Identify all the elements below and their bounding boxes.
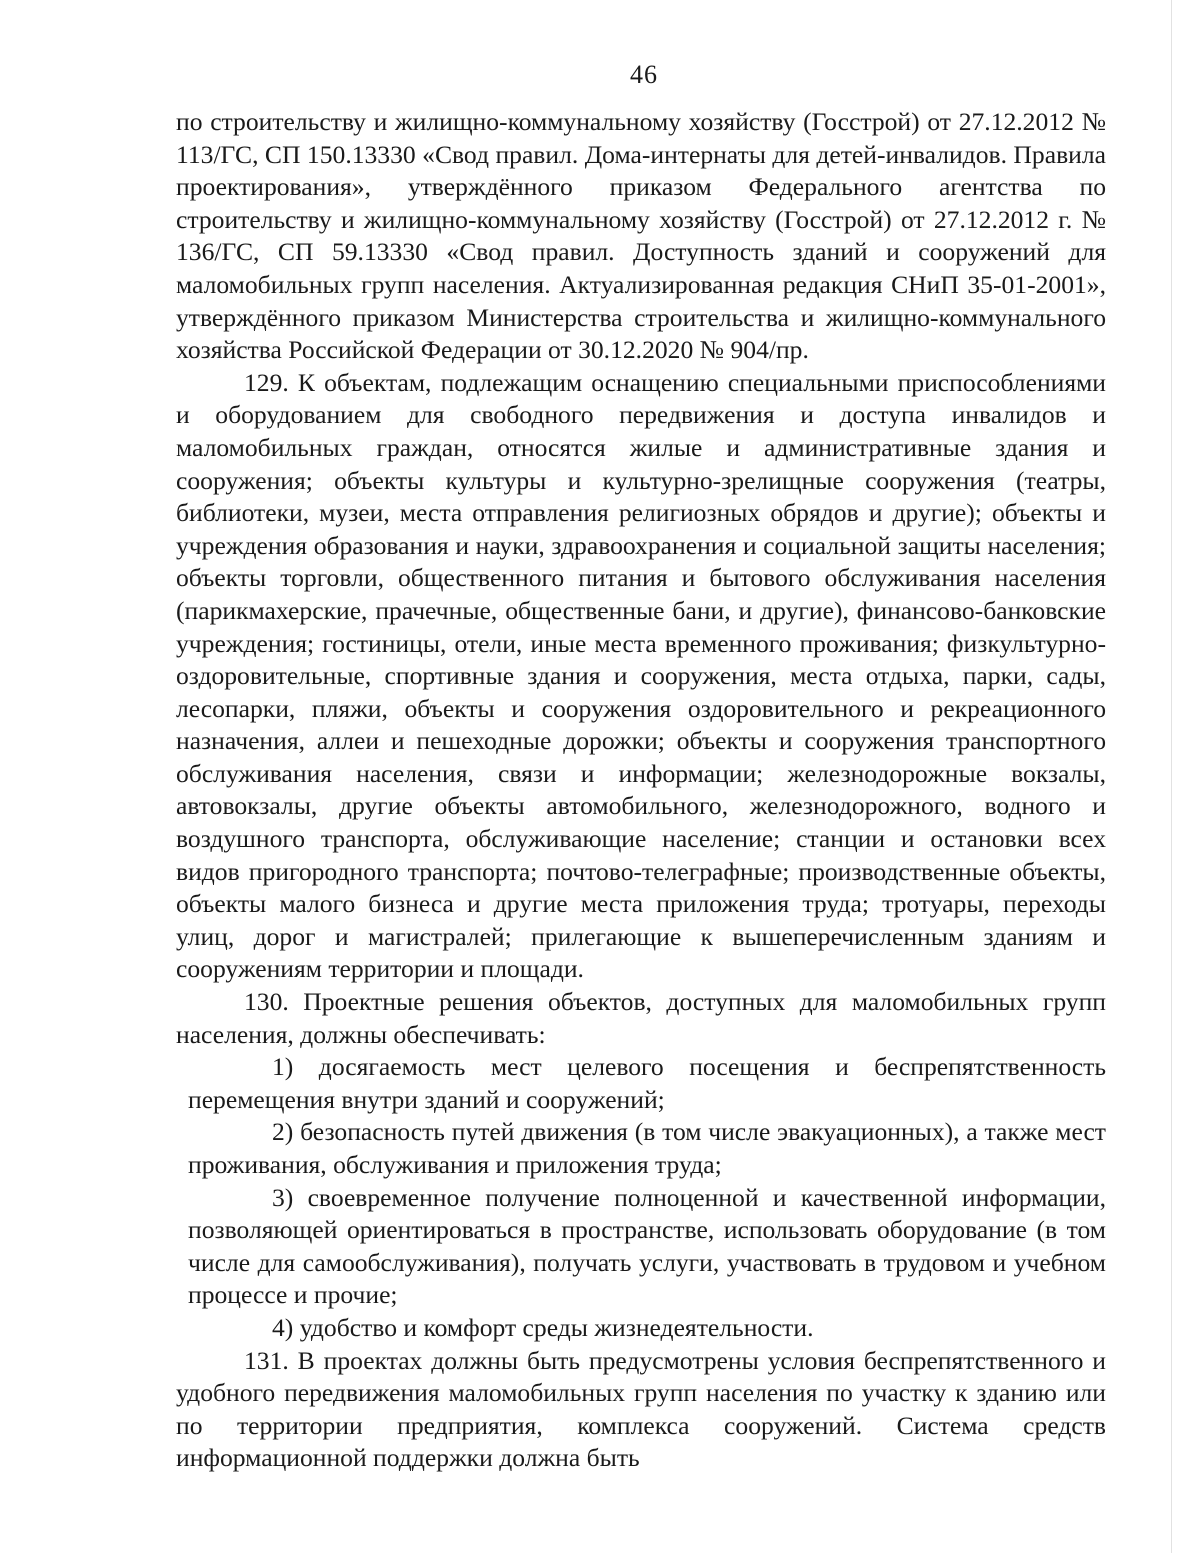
- list-item-130-4: 4) удобство и комфорт среды жизнедеятельности.: [272, 1312, 814, 1342]
- paragraph-130: 130. Проектные решения объектов, доступных для маломобильных групп населения, должны обеспечивать:: [176, 987, 1106, 1049]
- document-body: [176, 106, 1106, 1475]
- list-item-130-2: 2) безопасность путей движения (в том числе эвакуационных), а также мест проживания, обслуживания и приложения труда;: [188, 1117, 1106, 1179]
- list-item-130-3: 3) своевременное получение полноценной и качественной информации, позволяющей ориентироваться в пространстве, использовать оборудование (в том числе для самообслуживания), получать услуги, участвовать в трудовом и учебном процессе и прочие;: [188, 1182, 1106, 1310]
- paragraph-continuation: по строительству и жилищно-коммунальному хозяйству (Госстрой) от 27.12.2012 № 113/ГС, СП 150.13330 «Свод правил. Дома-интернаты для детей-инвалидов. Правила проектирования», утверждённого приказом Федерального агентства по строительству и жилищно-коммунальному хозяйству (Госстрой) от 27.12.2012 г. № 136/ГС, СП 59.13330 «Свод правил. Доступность зданий и сооружений для маломобильных групп населения. Актуализированная редакция СНиП 35-01-2001», утверждённого приказом Министерства строительства и жилищно-коммунального хозяйства Российской Федерации от 30.12.2020 № 904/пр.: [176, 107, 1106, 365]
- paragraph-131: 131. В проектах должны быть предусмотрены условия беспрепятственного и удобного передвижения маломобильных групп населения по участку к зданию или по территории предприятия, комплекса сооружений. Система средств информационной поддержки должна быть: [176, 1345, 1106, 1473]
- scan-edge-line: [1171, 0, 1172, 1553]
- page-number: 46: [630, 60, 658, 89]
- list-item-130-1: 1) досягаемость мест целевого посещения и беспрепятственность перемещения внутри зданий и сооружений;: [188, 1052, 1106, 1114]
- paragraph-129: 129. К объектам, подлежащим оснащению специальными приспособлениями и оборудованием для свободного передвижения и доступа инвалидов и маломобильных граждан, относятся жилые и административные здания и сооружения; объекты культуры и культурно-зрелищные сооружения (театры, библиотеки, музеи, места отправления религиозных обрядов и другие); объекты и учреждения образования и науки, здравоохранения и социальной защиты населения; объекты торговли, общественного питания и бытового обслуживания населения (парикмахерские, прачечные, общественные бани, и другие), финансово-банковские учреждения; гостиницы, отели, иные места временного проживания; физкультурно-оздоровительные, спортивные здания и сооружения, места отдыха, парки, сады, лесопарки, пляжи, объекты и сооружения оздоровительного и рекреационного назначения, аллеи и пешеходные дорожки; объекты и сооружения транспортного обслуживания населения, связи и информации; железнодорожные вокзалы, автовокзалы, другие объекты автомобильного, железнодорожного, водного и воздушного транспорта, обслуживающие население; станции и остановки всех видов пригородного транспорта; почтово-телеграфные; производственные объекты, объекты малого бизнеса и другие места приложения труда; тротуары, переходы улиц, дорог и магистралей; прилегающие к вышеперечисленным зданиям и сооружениям территории и площади.: [176, 367, 1106, 984]
